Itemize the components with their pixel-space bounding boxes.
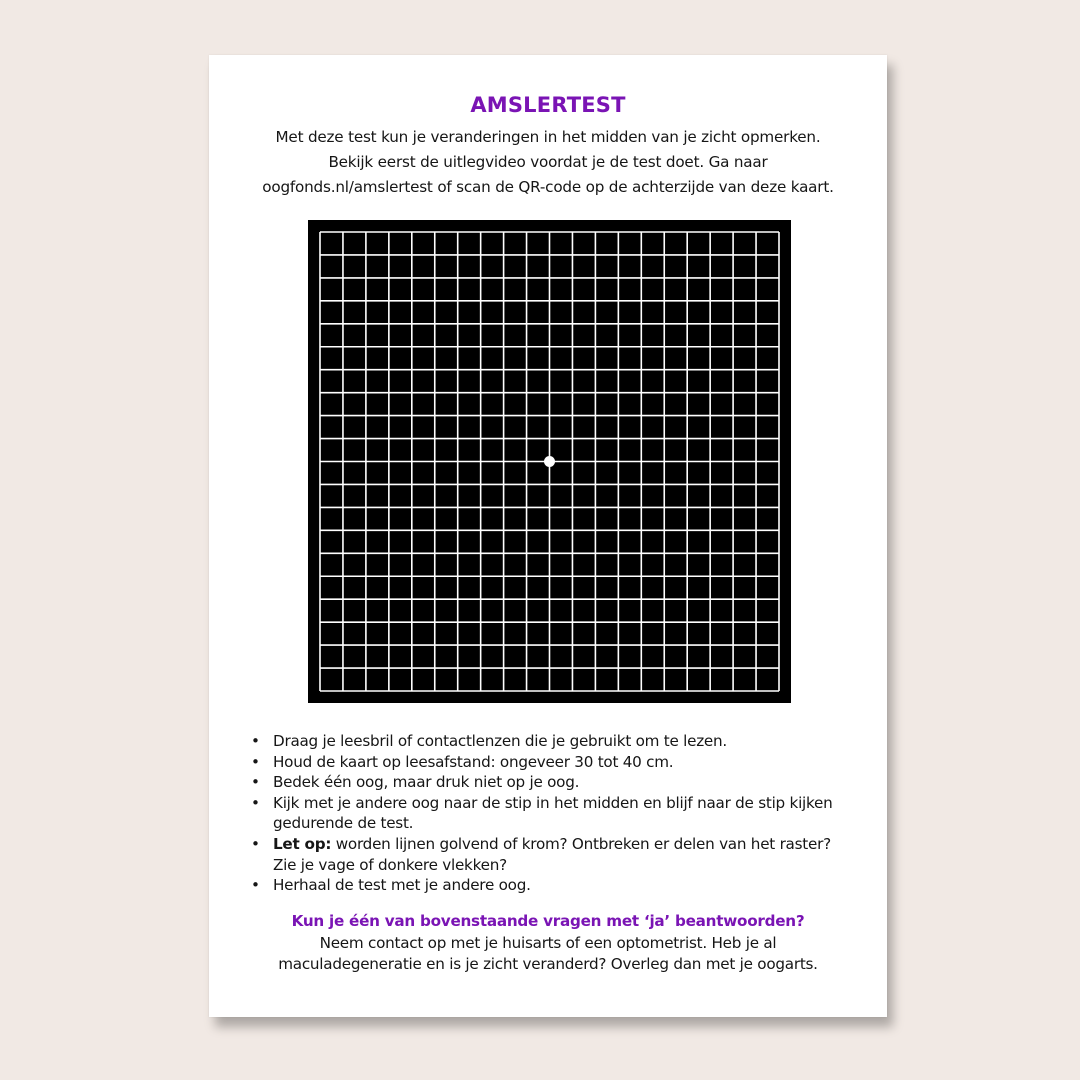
bullet-icon: • [251,834,260,853]
footer-question: Kun je één van bovenstaande vragen met ‘ja’ beantwoorden? [291,912,805,930]
list-item [251,772,851,793]
list-item-text: Houd de kaart op leesafstand: ongeveer 30 tot 40 cm. [273,752,674,771]
list-item-text: Bedek één oog, maar druk niet op je oog. [273,773,580,792]
footer-line: maculadegeneratie en is je zicht veranderd? Overleg dan met je oogarts. [278,955,818,973]
intro-line: Bekijk eerst de uitlegvideo voordat je de test doet. Ga naar [328,153,768,171]
intro-line: oogfonds.nl/amslertest of scan de QR-code op de achterzijde van deze kaart. [262,178,834,196]
amsler-grid-graphic [308,220,791,703]
card-title: AMSLERTEST [470,93,626,117]
bullet-icon: • [251,876,260,895]
list-item-text: worden lijnen golvend of krom? Ontbreken er delen van het raster? Zie je vage of donkere vlekken? [273,834,831,874]
bullet-icon: • [251,773,260,792]
instruction-list [251,731,851,896]
list-item [251,793,851,834]
list-item [251,731,851,752]
intro-text [229,125,867,200]
list-item-text: Draag je leesbril of contactlenzen die je gebruikt om te lezen. [273,732,727,750]
bullet-icon: • [251,752,260,771]
list-item [251,834,851,875]
intro-line: Met deze test kun je veranderingen in het midden van je zicht opmerken. [275,128,821,146]
bullet-icon: • [251,732,260,750]
list-item-emphasis: Let op: [273,834,332,853]
list-item [251,752,851,773]
bullet-icon: • [251,793,260,812]
list-item [251,875,851,896]
amsler-card [209,55,887,1017]
list-item-text: Herhaal de test met je andere oog. [273,876,531,895]
footer-text [229,911,867,976]
amsler-grid [308,220,791,703]
footer-line: Neem contact op met je huisarts of een optometrist. Heb je al [319,933,777,952]
center-dot [544,456,555,467]
list-item-text: Kijk met je andere oog naar de stip in het midden en blijf naar de stip kijken gedurende de test. [273,793,833,833]
